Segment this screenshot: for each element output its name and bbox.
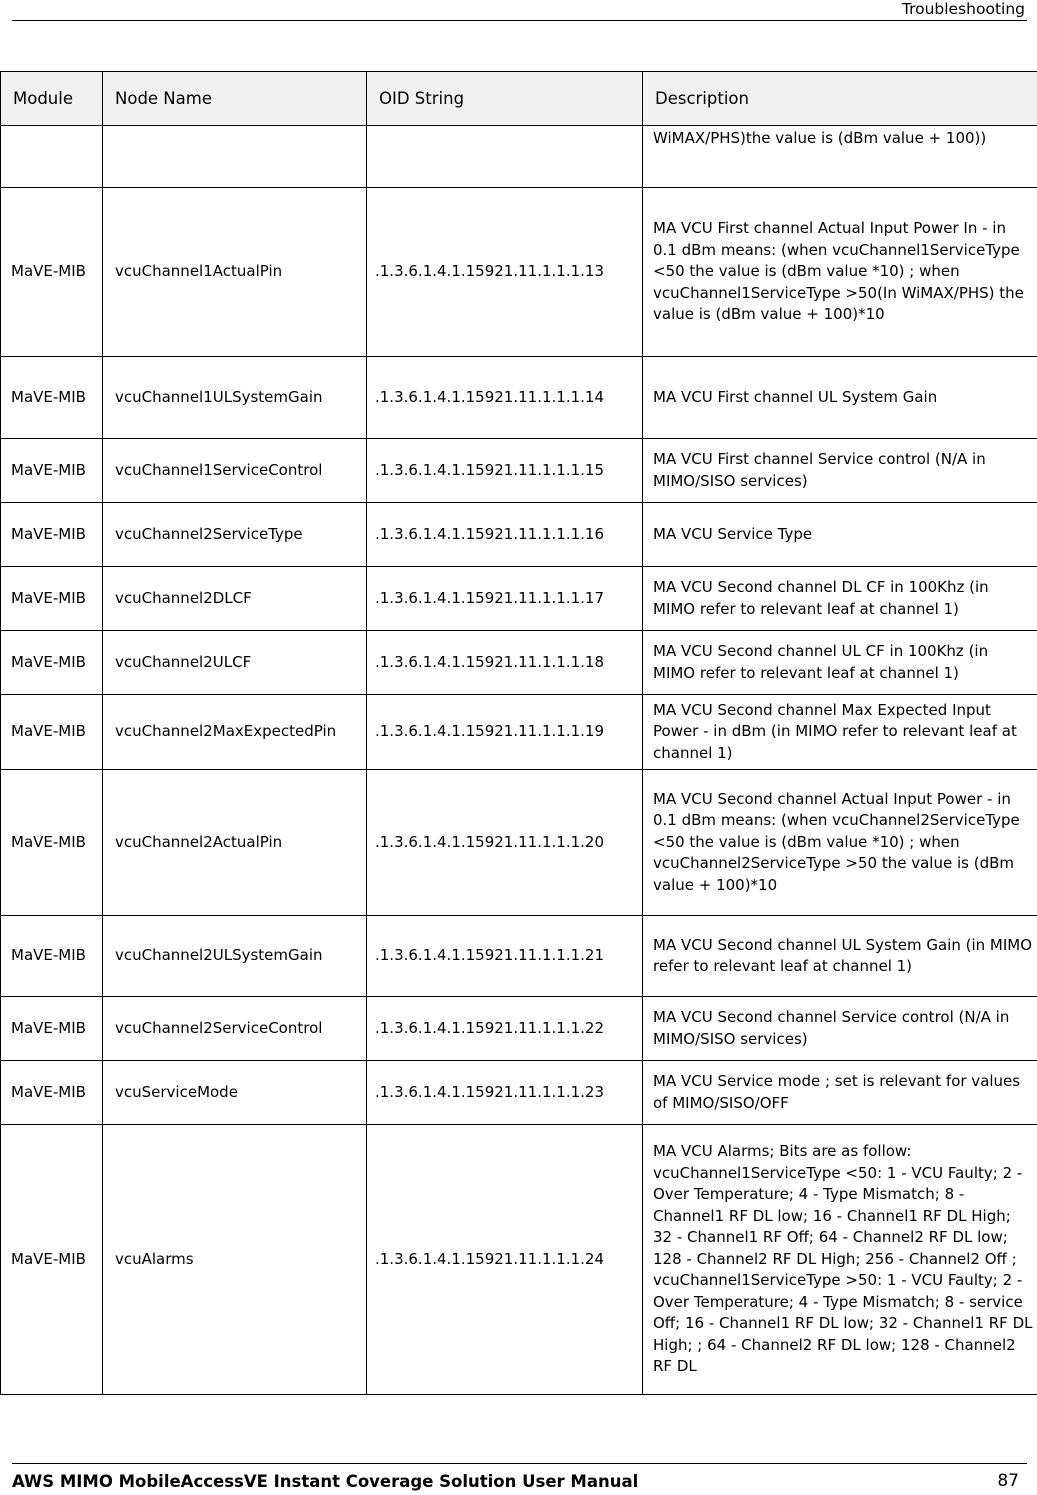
module-cell: MaVE-MIB bbox=[1, 631, 103, 695]
module-cell: MaVE-MIB bbox=[1, 997, 103, 1061]
page-number: 87 bbox=[997, 1471, 1019, 1491]
page-header-title: Troubleshooting bbox=[901, 0, 1025, 18]
node-name-cell: vcuChannel2ULCF bbox=[103, 631, 367, 695]
table-row bbox=[1, 188, 1037, 357]
footer-manual-title: AWS MIMO MobileAccessVE Instant Coverage Solution User Manual bbox=[12, 1472, 639, 1491]
node-name-cell: vcuServiceMode bbox=[103, 1061, 367, 1125]
table-row bbox=[1, 997, 1037, 1061]
description-cell: MA VCU Alarms; Bits are as follow: vcuChannel1ServiceType <50: 1 - VCU Faulty; 2 - Over Temperature; 4 - Type Mismatch; 8 - Channel1 RF DL low; 16 - Channel1 RF DL High; 32 - Channel1 RF Off; 64 - Channel2 RF DL low; 128 - Channel2 RF DL High; 256 - Channel2 Off ; vcuChannel1ServiceType >50: 1 - VCU Faulty; 2 - Over Temperature; 4 - Type Mismatch; 8 - service Off; 16 - Channel1 RF DL low; 32 - Channel1 RF DL High; ; 64 - Channel2 RF DL low; 128 - Channel2 RF DL bbox=[643, 1125, 1037, 1395]
description-cell: MA VCU Second channel Service control (N/A in MIMO/SISO services) bbox=[643, 997, 1037, 1061]
node-name-cell: vcuAlarms bbox=[103, 1125, 367, 1395]
oid-cell: .1.3.6.1.4.1.15921.11.1.1.1.22 bbox=[367, 997, 643, 1061]
node-name-cell bbox=[103, 126, 367, 188]
oid-cell: .1.3.6.1.4.1.15921.11.1.1.1.13 bbox=[367, 188, 643, 357]
description-cell: MA VCU Second channel UL System Gain (in MIMO refer to relevant leaf at channel 1) bbox=[643, 916, 1037, 997]
column-header-node-name: Node Name bbox=[103, 72, 367, 126]
table-row bbox=[1, 1061, 1037, 1125]
table-row bbox=[1, 126, 1037, 188]
table-row bbox=[1, 567, 1037, 631]
node-name-cell: vcuChannel2DLCF bbox=[103, 567, 367, 631]
description-cell: MA VCU Second channel UL CF in 100Khz (in MIMO refer to relevant leaf at channel 1) bbox=[643, 631, 1037, 695]
oid-cell: .1.3.6.1.4.1.15921.11.1.1.1.19 bbox=[367, 695, 643, 770]
description-cell: MA VCU Service mode ; set is relevant for values of MIMO/SISO/OFF bbox=[643, 1061, 1037, 1125]
module-cell: MaVE-MIB bbox=[1, 439, 103, 503]
footer-rule bbox=[12, 1463, 1027, 1464]
table-row bbox=[1, 439, 1037, 503]
table-row bbox=[1, 503, 1037, 567]
module-cell bbox=[1, 126, 103, 188]
node-name-cell: vcuChannel2ActualPin bbox=[103, 770, 367, 916]
table-row bbox=[1, 916, 1037, 997]
description-cell: MA VCU First channel Service control (N/A in MIMO/SISO services) bbox=[643, 439, 1037, 503]
column-header-module: Module bbox=[1, 72, 103, 126]
node-name-cell: vcuChannel2ServiceType bbox=[103, 503, 367, 567]
module-cell: MaVE-MIB bbox=[1, 695, 103, 770]
table-row bbox=[1, 357, 1037, 439]
oid-cell: .1.3.6.1.4.1.15921.11.1.1.1.15 bbox=[367, 439, 643, 503]
table-header-row bbox=[1, 72, 1037, 126]
oid-cell: .1.3.6.1.4.1.15921.11.1.1.1.21 bbox=[367, 916, 643, 997]
description-cell: MA VCU Second channel DL CF in 100Khz (in MIMO refer to relevant leaf at channel 1) bbox=[643, 567, 1037, 631]
header-rule bbox=[12, 20, 1027, 21]
oid-cell: .1.3.6.1.4.1.15921.11.1.1.1.23 bbox=[367, 1061, 643, 1125]
oid-cell: .1.3.6.1.4.1.15921.11.1.1.1.18 bbox=[367, 631, 643, 695]
description-cell: MA VCU First channel UL System Gain bbox=[643, 357, 1037, 439]
node-name-cell: vcuChannel2ServiceControl bbox=[103, 997, 367, 1061]
oid-cell: .1.3.6.1.4.1.15921.11.1.1.1.14 bbox=[367, 357, 643, 439]
module-cell: MaVE-MIB bbox=[1, 916, 103, 997]
module-cell: MaVE-MIB bbox=[1, 770, 103, 916]
table-row bbox=[1, 631, 1037, 695]
node-name-cell: vcuChannel1ActualPin bbox=[103, 188, 367, 357]
table-row bbox=[1, 770, 1037, 916]
node-name-cell: vcuChannel2MaxExpectedPin bbox=[103, 695, 367, 770]
column-header-description: Description bbox=[643, 72, 1037, 126]
description-cell: WiMAX/PHS)the value is (dBm value + 100)) bbox=[643, 126, 1037, 188]
description-cell: MA VCU First channel Actual Input Power In - in 0.1 dBm means: (when vcuChannel1ServiceType <50 the value is (dBm value *10) ; when vcuChannel1ServiceType >50(In WiMAX/PHS) the value is (dBm value + 100)*10 bbox=[643, 188, 1037, 357]
module-cell: MaVE-MIB bbox=[1, 503, 103, 567]
oid-cell: .1.3.6.1.4.1.15921.11.1.1.1.24 bbox=[367, 1125, 643, 1395]
description-cell: MA VCU Second channel Max Expected Input Power - in dBm (in MIMO refer to relevant leaf at channel 1) bbox=[643, 695, 1037, 770]
oid-table bbox=[0, 71, 1037, 1395]
description-cell: MA VCU Service Type bbox=[643, 503, 1037, 567]
oid-cell: .1.3.6.1.4.1.15921.11.1.1.1.20 bbox=[367, 770, 643, 916]
module-cell: MaVE-MIB bbox=[1, 188, 103, 357]
module-cell: MaVE-MIB bbox=[1, 1125, 103, 1395]
oid-cell: .1.3.6.1.4.1.15921.11.1.1.1.16 bbox=[367, 503, 643, 567]
description-cell: MA VCU Second channel Actual Input Power - in 0.1 dBm means: (when vcuChannel2ServiceType <50 the value is (dBm value *10) ; when vcuChannel2ServiceType >50 the value is (dBm value + 100)*10 bbox=[643, 770, 1037, 916]
column-header-oid-string: OID String bbox=[367, 72, 643, 126]
oid-cell bbox=[367, 126, 643, 188]
oid-cell: .1.3.6.1.4.1.15921.11.1.1.1.17 bbox=[367, 567, 643, 631]
table-row bbox=[1, 695, 1037, 770]
node-name-cell: vcuChannel2ULSystemGain bbox=[103, 916, 367, 997]
module-cell: MaVE-MIB bbox=[1, 1061, 103, 1125]
module-cell: MaVE-MIB bbox=[1, 357, 103, 439]
table-row bbox=[1, 1125, 1037, 1395]
module-cell: MaVE-MIB bbox=[1, 567, 103, 631]
node-name-cell: vcuChannel1ServiceControl bbox=[103, 439, 367, 503]
node-name-cell: vcuChannel1ULSystemGain bbox=[103, 357, 367, 439]
